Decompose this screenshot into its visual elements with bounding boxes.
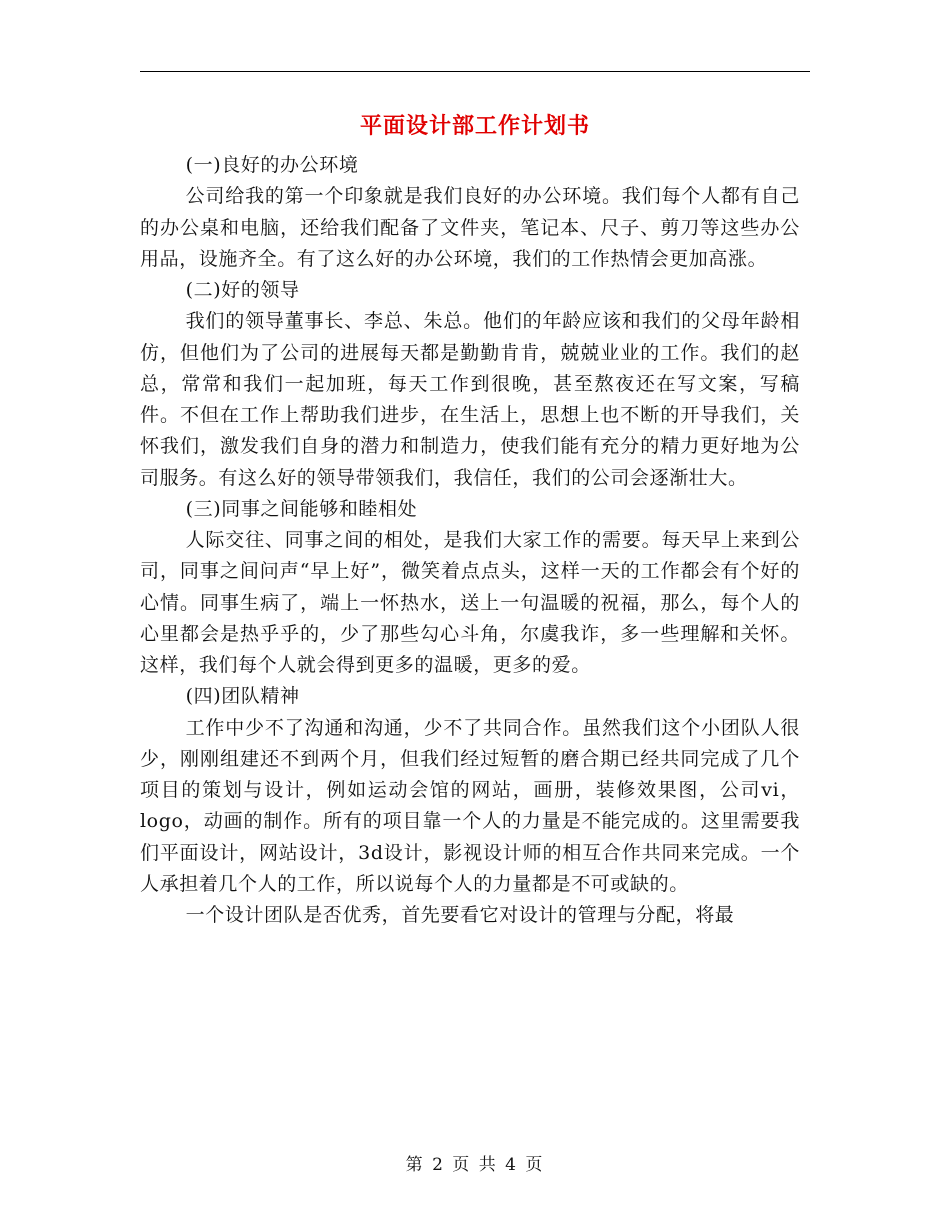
paragraph-teamwork: 工作中少不了沟通和沟通，少不了共同合作。虽然我们这个小团队人很少，刚刚组建还不到两个月，但我们经过短暂的磨合期已经共同完成了几个项目的策划与设计，例如运动会馆的网站，画册，装修效果图，公司vi，logo，动画的制作。所有的项目靠一个人的力量是不能完成的。这里需要我们平面设计，网站设计，3d设计，影视设计师的相互合作共同来完成。一个人承担着几个人的工作，所以说每个人的力量都是不可或缺的。 — [140, 716, 800, 895]
document-title: 平面设计部工作计划书 — [359, 113, 590, 139]
page-number: 第 2 页 共 4 页 — [405, 1155, 545, 1175]
section-heading-teamwork: (四)团队精神 — [185, 685, 300, 708]
paragraph-leadership: 我们的领导董事长、李总、朱总。他们的年龄应该和我们的父母年龄相仿，但他们为了公司的进展每天都是勤勤肯肯，兢兢业业的工作。我们的赵总，常常和我们一起加班，每天工作到很晚，甚至熬夜还在写文案，写稿件。不但在工作上帮助我们进步，在生活上，思想上也不断的开导我们，关怀我们，激发我们自身的潜力和制造力，使我们能有充分的精力更好地为公司服务。有这么好的领导带领我们，我信任，我们的公司会逐渐壮大。 — [140, 310, 800, 489]
paragraph-office: 公司给我的第一个印象就是我们良好的办公环境。我们每个人都有自己的办公桌和电脑，还给我们配备了文件夹，笔记本、尺子、剪刀等这些办公用品，设施齐全。有了这么好的办公环境，我们的工作热情会更加高涨。 — [140, 185, 800, 270]
section-heading-colleagues: (三)同事之间能够和睦相处 — [185, 497, 418, 520]
paragraph-design-team: 一个设计团队是否优秀，首先要看它对设计的管理与分配，将最 — [185, 904, 735, 926]
paragraph-colleagues: 人际交往、同事之间的相处，是我们大家工作的需要。每天早上来到公司，同事之间问声“早上好”，微笑着点点头，这样一天的工作都会有个好的心情。同事生病了，端上一怀热水，送上一句温暖的祝福，那么，每个人的心里都会是热乎乎的，少了那些勾心斗角，尔虞我诈，多一些理解和关怀。这样，我们每个人就会得到更多的温暖，更多的爱。 — [140, 529, 800, 676]
section-heading-office: (一)良好的办公环境 — [185, 154, 359, 176]
document-body — [140, 150, 800, 931]
header-rule — [140, 71, 810, 72]
section-heading-leadership: (二)好的领导 — [185, 279, 300, 301]
